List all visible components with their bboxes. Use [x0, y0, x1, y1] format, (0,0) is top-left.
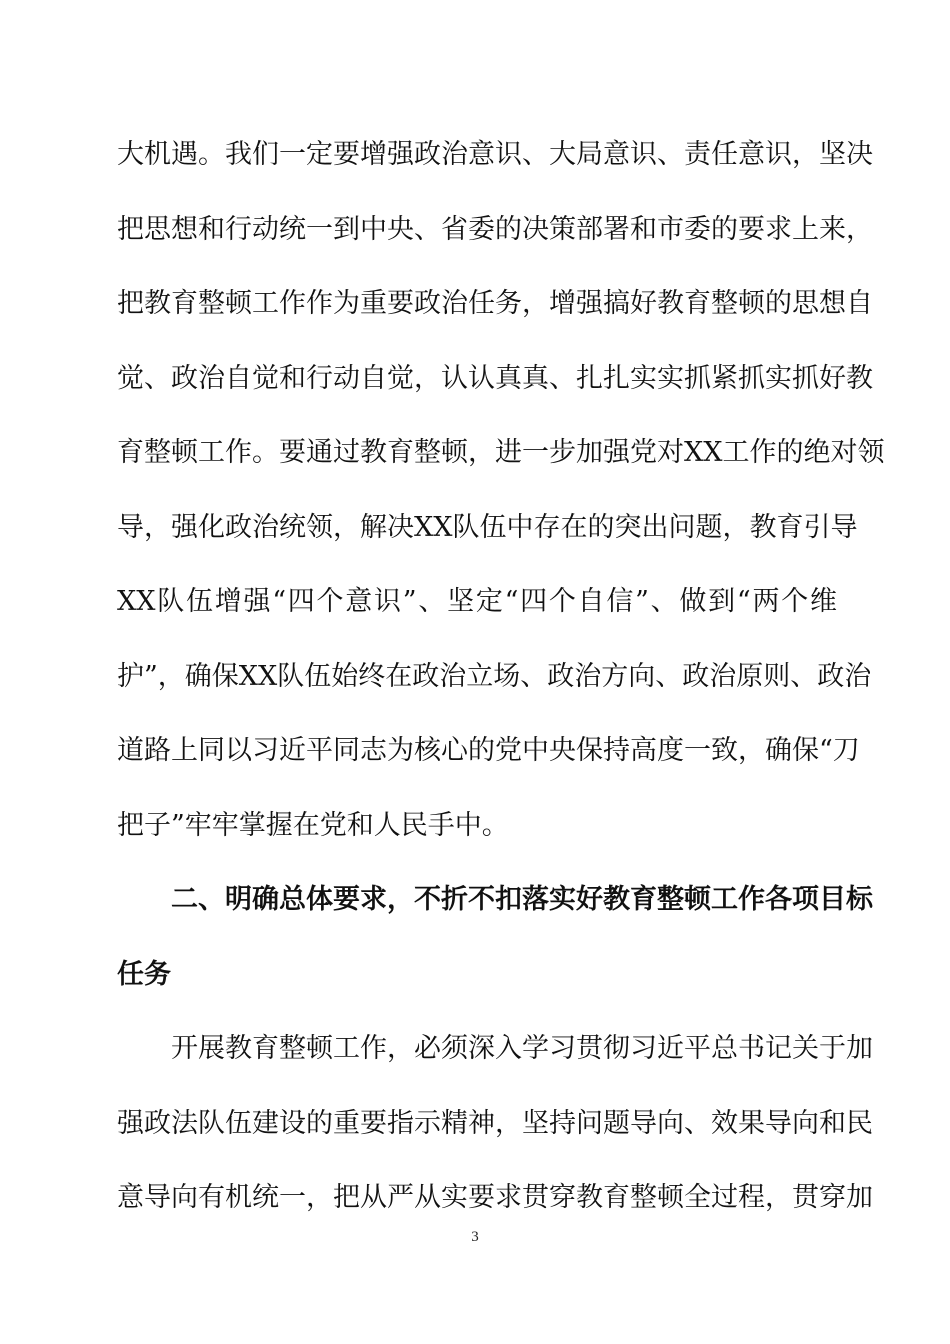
- text-line: 意导向有机统一，把从严从实要求贯穿教育整顿全过程，贯穿加: [117, 1182, 873, 1213]
- text-line: 把思想和行动统一到中央、省委的决策部署和市委的要求上来，: [117, 213, 873, 245]
- text-line: 导，强化政治统领，解决XX队伍中存在的突出问题，教育引导: [117, 511, 858, 543]
- text-line: 开展教育整顿工作，必须深入学习贯彻习近平总书记关于加: [171, 1033, 873, 1064]
- page-body: [117, 118, 885, 1236]
- text-line: 育整顿工作。要通过教育整顿，进一步加强党对XX工作的绝对领: [117, 437, 885, 468]
- body-paragraph-1: [117, 118, 885, 863]
- heading-line: 任务: [117, 958, 171, 990]
- text-line: 道路上同以习近平同志为核心的党中央保持高度一致，确保“刀: [117, 735, 860, 766]
- text-line: XX队伍增强“四个意识”、坚定“四个自信”、做到“两个维: [117, 586, 837, 617]
- text-line: 把教育整顿工作作为重要政治任务，增强搞好教育整顿的思想自: [117, 288, 873, 319]
- section-heading-2: [117, 863, 873, 1012]
- text-line: 把子”牢牢掌握在党和人民手中。: [117, 809, 509, 841]
- text-line: 护”，确保XX队伍始终在政治立场、政治方向、政治原则、政治: [117, 660, 872, 692]
- text-line: 强政法队伍建设的重要指示精神，坚持问题导向、效果导向和民: [117, 1107, 873, 1139]
- text-line: 觉、政治自觉和行动自觉，认认真真、扎扎实实抓紧抓实抓好教: [117, 362, 873, 394]
- body-paragraph-2: [117, 1012, 873, 1236]
- heading-line: 二、明确总体要求，不折不扣落实好教育整顿工作各项目标: [171, 884, 873, 915]
- page-number: 3: [471, 1229, 479, 1245]
- text-line: 大机遇。我们一定要增强政治意识、大局意识、责任意识，坚决: [117, 139, 873, 170]
